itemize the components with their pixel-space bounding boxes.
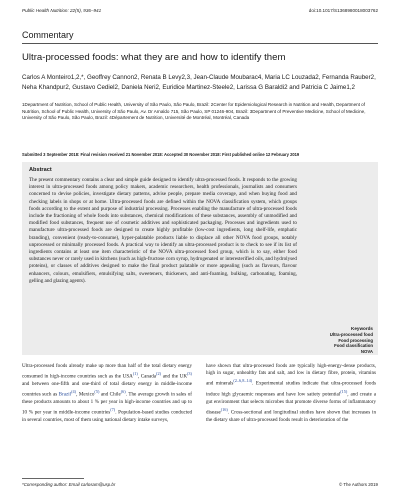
reference-link[interactable]: (5) [94, 389, 100, 395]
body-text: and Chile [99, 391, 121, 398]
header-divider [22, 43, 378, 44]
body-text: and the UK [161, 373, 188, 380]
body-text: . Population-based studies conducted in several countries, most of them using national dietary intake surveys, [22, 410, 193, 424]
body-text: have shown that ultra-processed foods are typically high-energy-dense products, high in sugar, unhealthy fats and salt, and low in dietary fibre, protein, vitamins and minerals [206, 363, 376, 388]
article-title: Ultra-processed foods: what they are and how to identify them [22, 52, 286, 63]
body-text: and between one-fifth and one-third of total dietary energy in middle-income countries such as [22, 381, 192, 398]
reference-link[interactable]: (15) [340, 389, 348, 395]
keyword-item: Food processing [338, 337, 373, 343]
corresponding-author: *Corresponding author: Email carlosam@usp.br [22, 482, 116, 487]
copyright-notice: © The Authors 2019 [338, 482, 378, 487]
keyword-item: NOVA [360, 349, 373, 355]
section-label: Commentary [22, 30, 74, 40]
keyword-item: Ultra-processed food [329, 331, 373, 337]
body-text: . The average growth in sales of these products amounts to about 1 % per year in high-income countries and up to 10 % per year in middle-income countries [22, 391, 192, 417]
reference-link[interactable]: (7) [110, 407, 116, 413]
keyword-item: Food classification [334, 343, 373, 349]
highlighted-word: Brazil [58, 391, 72, 398]
body-column-right [206, 363, 376, 424]
abstract-text: The present commentary contains a clear and simple guide designed to identify ultra-processed foods. It responds to the growing interest in ultra-processed foods among policy makers, academic researchers, health professionals, journalists and consumers concerned to devise policies, investigate dietary patterns, advise people, prepare media coverage, and when buying food and checking labels in shops or at home. Ultra-processed foods are defined within the NOVA classification system, which groups foods according to the extent and purpose of industrial processing. Processes enabling the manufacture of ultra-processed foods include the fractioning of whole foods into substances, chemical modifications of these substances, assembly of unmodified and modified food substances, frequent use of cosmetic additives and sophisticated packaging. Processes and ingredients used to manufacture ultra-processed foods are designed to create highly profitable (low-cost ingredients, long shelf-life, emphatic branding), convenient (ready-to-consume), hyper-palatable products liable to displace all other NOVA food groups, notably unprocessed or minimally processed foods. A practical way to identify an ultra-processed product is to check to see if its list of ingredients contains at least one item characteristic of the NOVA ultra-processed food group, which is to say, either food substances never or rarely used in kitchens (such as high-fructose corn syrup, hydrogenated or interesterified oils, and hydrolysed proteins), or classes of additives designed to make the final product palatable or more appealing (such as flavours, flavour enhancers, colours, emulsifiers, emulsifying salts, sweeteners, thickeners, and anti-foaming, bulking, carbonating, foaming, gelling and glazing agents). [29, 177, 297, 284]
running-header [22, 8, 378, 17]
body-text: Ultra-processed foods already make up more than half of the total dietary energy consumed in high-income countries such as the USA [22, 363, 192, 380]
body-text: . Experimental studies indicate that ultra-processed foods induce high glycaemic responses and have low satiety potential [206, 381, 377, 398]
body-text: , Mexico [76, 391, 95, 398]
body-text: . Cross-sectional and longitudinal studies have shown that increases in the dietary share of ultra-processed foods result in deterioration of the [206, 410, 376, 424]
keywords-block [303, 326, 373, 355]
reference-link[interactable]: (16) [220, 407, 228, 413]
journal-citation: Public Health Nutrition: 22(5), 936–941 [22, 8, 102, 13]
footnote-divider [22, 478, 84, 479]
body-text: , and create a gut environment that selects microbes that promote diverse forms of inflammatory disease [206, 391, 376, 417]
reference-link[interactable]: (2–6,8–14) [233, 378, 253, 384]
affiliations: 1Department of Nutrition, School of Public Health, University of São Paulo, São Paulo, Brazil: 2Center for Epidemiological Research in Nutrition and Health, Department of Nutrition, School of Public Health, University of São Paulo, Av. Dr Arnaldo 715, São Paulo, SP 01246-904, Brazil: 3Department of Preventive Medicine, School of Medicine, University of São Paulo, São Paulo, Brazil: 4Département de Nutrition, Université de Montréal, Montréal, Canada [22, 102, 366, 121]
body-column-left [22, 363, 192, 424]
reference-link[interactable]: (4) [71, 389, 77, 395]
reference-link[interactable]: (1) [132, 371, 138, 377]
abstract-heading: Abstract [29, 167, 52, 173]
reference-link[interactable]: (2) [156, 371, 162, 377]
author-list: Carlos A Monteiro1,2,*, Geoffrey Cannon2, Renata B Levy2,3, Jean-Claude Moubarac4, Maria LC Louzada2, Fernanda Rauber2, Neha Khandpur2, Gustavo Cediel2, Daniela Neri2, Euridice Martinez-Steele2, Larissa G Baraldi2 and Patricia C Jaime1,2 [22, 74, 376, 91]
reference-link[interactable]: (6) [120, 389, 126, 395]
reference-link[interactable]: (3) [187, 371, 192, 377]
keywords-heading: Keywords [351, 326, 373, 331]
body-text: , Canada [137, 373, 157, 380]
doi-link[interactable]: doi:10.1017/S1368980018003762 [308, 8, 378, 13]
submission-dates: Submitted 3 September 2018: Final revision received 21 November 2018: Accepted 30 November 2018: First published online 12 February 2019 [22, 152, 300, 157]
